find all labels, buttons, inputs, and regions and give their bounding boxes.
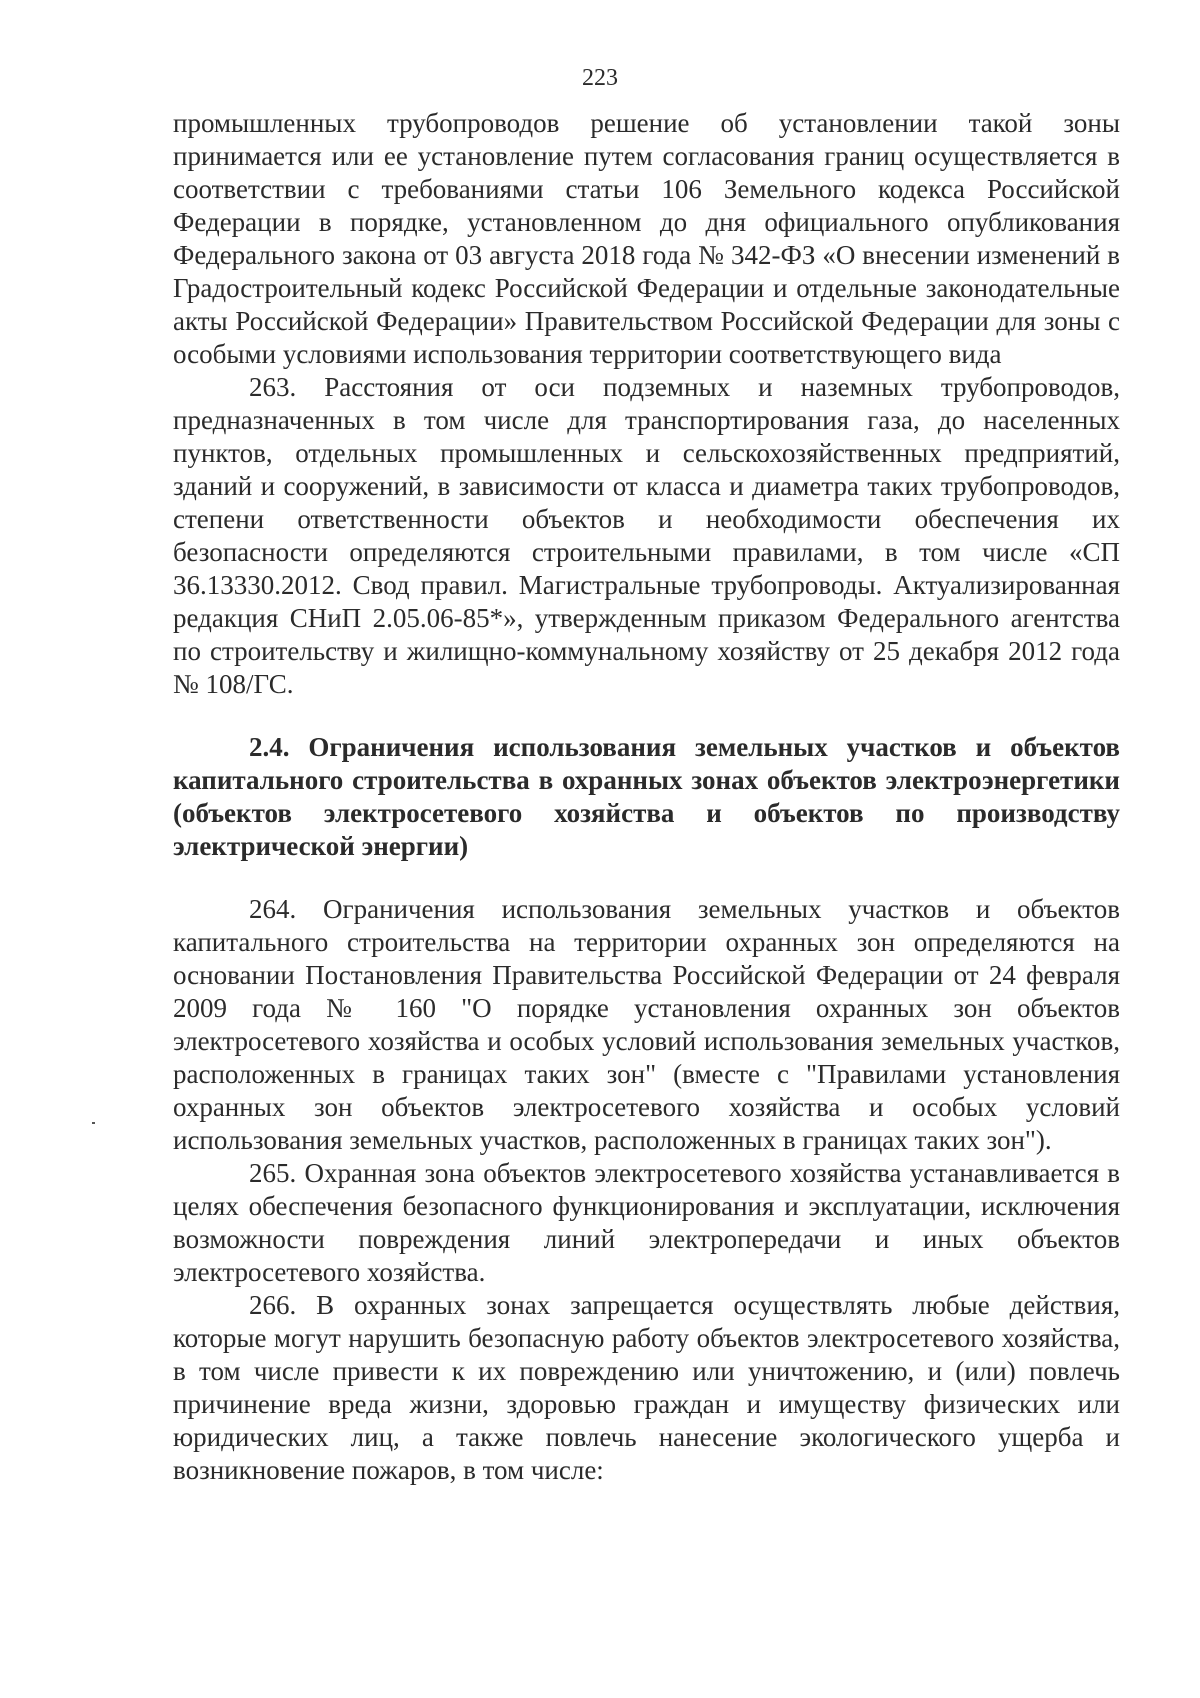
paragraph-continuation: промышленных трубопроводов решение об установлении такой зоны принимается или ее установление путем согласования границ осуществляется в соответствии с требованиями статьи 106 Земельного кодекса Российской Федерации в порядке, установленном до дня официального опубликования Федерального закона от 03 августа 2018 года № 342-ФЗ «О внесении изменений в Градостроительный кодекс Российской Федерации и отдельные законодательные акты Российской Федерации» Правительством Российской Федерации для зоны с особыми условиями использования территории соответствующего вида xyxy=(173,108,1120,369)
paragraph-265: 265. Охранная зона объектов электросетевого хозяйства устанавливается в целях обеспечения безопасного функционирования и эксплуатации, исключения возможности повреждения линий электропередачи и иных объектов электросетевого хозяйства. xyxy=(173,1158,1120,1287)
paragraph-266: 266. В охранных зонах запрещается осуществлять любые действия, которые могут нарушить безопасную работу объектов электросетевого хозяйства, в том числе привести к их повреждению или уничтожению, и (или) повлечь причинение вреда жизни, здоровью граждан и имуществу физических или юридических лиц, а также повлечь нанесение экологического ущерба и возникновение пожаров, в том числе: xyxy=(173,1290,1120,1485)
paragraph-263: 263. Расстояния от оси подземных и наземных трубопроводов, предназначенных в том числе для транспортирования газа, до населенных пунктов, отдельных промышленных и сельскохозяйственных предприятий, зданий и сооружений, в зависимости от класса и диаметра таких трубопроводов, степени ответственности объектов и необходимости обеспечения их безопасности определяются строительными правилами, в том числе «СП 36.13330.2012. Свод правил. Магистральные трубопроводы. Актуализированная редакция СНиП 2.05.06-85*», утвержденным приказом Федерального агентства по строительству и жилищно-коммунальному хозяйству от 25 декабря 2012 года № 108/ГС. xyxy=(173,372,1120,699)
scan-artifact-dot xyxy=(92,1122,95,1124)
paragraph-264: 264. Ограничения использования земельных участков и объектов капитального строительства на территории охранных зон определяются на основании Постановления Правительства Российской Федерации от 24 февраля 2009 года № 160 "О порядке установления охранных зон объектов электросетевого хозяйства и особых условий использования земельных участков, расположенных в границах таких зон" (вместе с "Правилами установления охранных зон объектов электросетевого хозяйства и особых условий использования земельных участков, расположенных в границах таких зон"). xyxy=(173,894,1120,1155)
page-number: 223 xyxy=(582,65,618,91)
section-heading-2-4: 2.4. Ограничения использования земельных участков и объектов капитального строительства в охранных зонах объектов электроэнергетики (объектов электросетевого хозяйства и объектов по производству электрической энергии) xyxy=(173,732,1120,861)
document-body xyxy=(173,107,1120,1487)
